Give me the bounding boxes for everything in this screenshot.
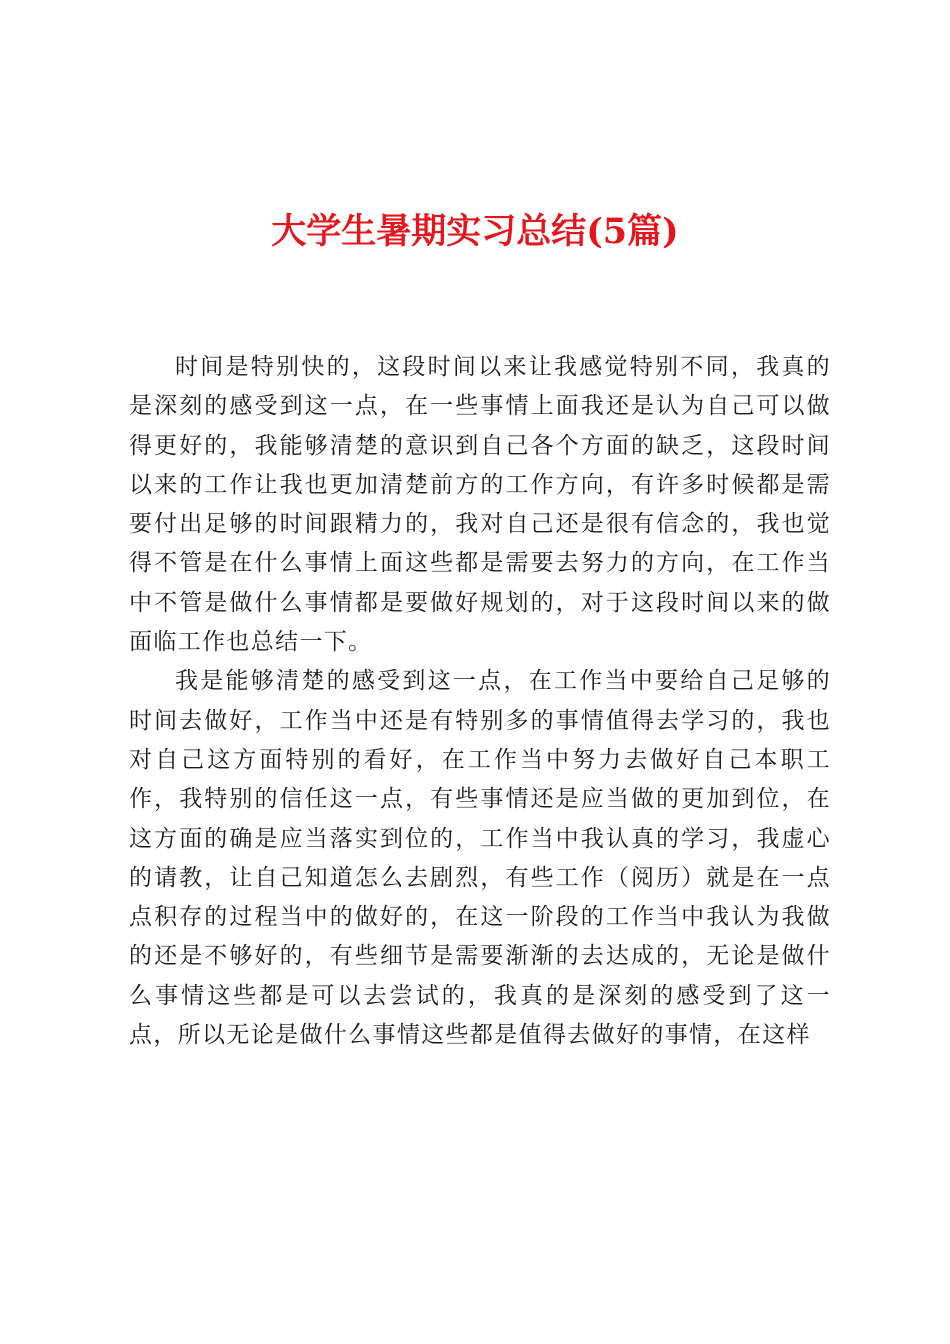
paragraph-1: 时间是特别快的，这段时间以来让我感觉特别不同，我真的是深刻的感受到这一点，在一些事情上面我还是认为自己可以做得更好的，我能够清楚的意识到自己各个方面的缺乏，这段时间以来的工作让我也更加清楚前方的工作方向，有许多时候都是需要付出足够的时间跟精力的，我对自己还是很有信念的，我也觉得不管是在什么事情上面这些都是需要去努力的方向，在工作当中不管是做什么事情都是要做好规划的，对于这段时间以来的做面临工作也总结一下。 [129,354,831,656]
paragraph-2: 我是能够清楚的感受到这一点，在工作当中要给自己足够的时间去做好，工作当中还是有特别多的事情值得去学习的，我也对自己这方面特别的看好，在工作当中努力去做好自己本职工作，我特别的信任这一点，有些事情还是应当做的更加到位，在这方面的确是应当落实到位的，工作当中我认真的学习，我虚心的请教，让自己知道怎么去剧烈，有些工作（阅历）就是在一点点积存的过程当中的做好的，在这一阶段的工作当中我认为我做的还是不够好的，有些细节是需要渐渐的去达成的，无论是做什么事情这些都是可以去尝试的，我真的是深刻的感受到了这一点，所以无论是做什么事情这些都是值得去做好的事情，在这样 [129,668,831,1049]
document-body [129,348,831,1055]
document-title: 大学生暑期实习总结(5篇) [271,211,679,252]
